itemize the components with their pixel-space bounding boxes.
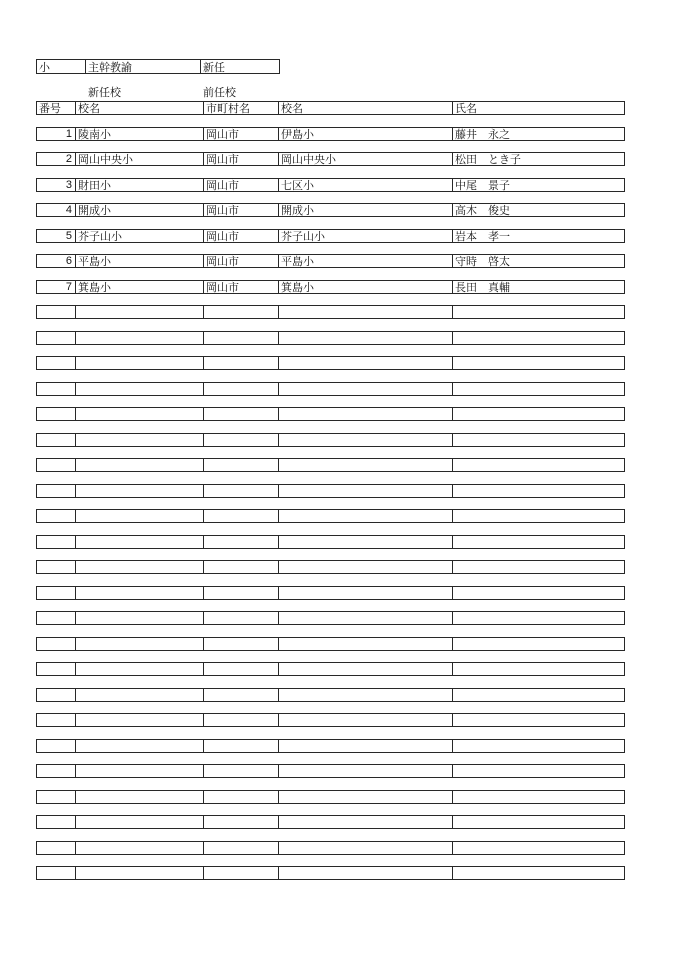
cell-name (452, 561, 624, 573)
cell-new_school: 平島小 (75, 255, 203, 267)
table-row-empty (36, 815, 625, 829)
cell-prev_school (278, 791, 452, 803)
cell-municipality (203, 332, 278, 344)
cell-new_school (75, 638, 203, 650)
cell-prev_school (278, 408, 452, 420)
table-row-empty (36, 484, 625, 498)
cell-no: 4 (65, 204, 72, 216)
cell-new_school (75, 867, 203, 879)
cell-prev_school (278, 842, 452, 854)
cell-no (37, 306, 75, 318)
cell-new_school: 箕島小 (75, 281, 203, 293)
cell-no (37, 612, 75, 624)
table-row (36, 280, 625, 294)
meta-position: 主幹教諭 (85, 60, 200, 73)
cell-new_school (75, 689, 203, 701)
cell-no: 5 (65, 229, 72, 242)
header-prev-school: 校名 (278, 102, 452, 114)
cell-municipality (203, 740, 278, 752)
table-row-empty (36, 790, 625, 804)
cell-new_school (75, 357, 203, 369)
cell-new_school (75, 510, 203, 522)
meta-school-level: 小 (39, 61, 50, 73)
cell-prev_school (278, 459, 452, 471)
cell-prev_school (278, 357, 452, 369)
cell-no (37, 408, 75, 420)
cell-no (37, 587, 75, 599)
cell-no: 3 (65, 178, 72, 191)
cell-municipality: 岡山市 (203, 204, 278, 216)
cell-prev_school: 箕島小 (278, 281, 452, 293)
cell-prev_school: 七区小 (278, 179, 452, 191)
cell-new_school: 陵南小 (75, 128, 203, 140)
cell-no: 6 (65, 255, 72, 267)
table-row-empty (36, 305, 625, 319)
cell-no (37, 561, 75, 573)
table-row-empty (36, 841, 625, 855)
cell-name: 高木 俊史 (452, 204, 624, 216)
cell-municipality (203, 434, 278, 446)
cell-name (452, 714, 624, 726)
cell-new_school (75, 816, 203, 828)
cell-prev_school: 岡山中央小 (278, 153, 452, 165)
cell-name (452, 816, 624, 828)
cell-no (37, 842, 75, 854)
cell-new_school: 岡山中央小 (75, 153, 203, 165)
cell-municipality (203, 357, 278, 369)
header-new-school: 校名 (75, 102, 203, 114)
cell-prev_school (278, 663, 452, 675)
cell-new_school (75, 714, 203, 726)
table-row (36, 178, 625, 192)
cell-prev_school (278, 714, 452, 726)
table-row-empty (36, 560, 625, 574)
cell-prev_school (278, 561, 452, 573)
cell-name (452, 408, 624, 420)
cell-prev_school (278, 867, 452, 879)
table-row-empty (36, 662, 625, 676)
cell-new_school (75, 663, 203, 675)
cell-no (37, 357, 75, 369)
cell-no (37, 663, 75, 675)
cell-name (452, 434, 624, 446)
table-row-empty (36, 356, 625, 370)
cell-no (37, 867, 75, 879)
header-name: 氏名 (452, 102, 624, 114)
cell-no (37, 459, 75, 471)
cell-name (452, 332, 624, 344)
meta-appointment-type: 新任 (200, 60, 279, 73)
cell-municipality (203, 638, 278, 650)
cell-no (37, 332, 75, 344)
table-row-empty (36, 611, 625, 625)
cell-new_school: 財田小 (75, 179, 203, 191)
table-row-empty (36, 458, 625, 472)
cell-prev_school (278, 587, 452, 599)
cell-name (452, 663, 624, 675)
cell-new_school (75, 740, 203, 752)
table-row-empty (36, 407, 625, 421)
table-row-empty (36, 637, 625, 651)
cell-new_school: 開成小 (75, 204, 203, 216)
cell-name (452, 357, 624, 369)
cell-name (452, 765, 624, 777)
cell-no (37, 510, 75, 522)
table-row-empty (36, 535, 625, 549)
cell-municipality (203, 536, 278, 548)
table-row-empty (36, 586, 625, 600)
cell-name (452, 791, 624, 803)
cell-name (452, 536, 624, 548)
cell-name (452, 459, 624, 471)
cell-municipality (203, 765, 278, 777)
table-row-empty (36, 764, 625, 778)
table-row-empty (36, 739, 625, 753)
cell-name (452, 689, 624, 701)
cell-name: 松田 とき子 (452, 153, 624, 165)
cell-no (37, 714, 75, 726)
cell-name (452, 842, 624, 854)
cell-prev_school (278, 510, 452, 522)
cell-name: 中尾 景子 (452, 179, 624, 191)
cell-name (452, 587, 624, 599)
table-row (36, 127, 625, 141)
cell-municipality (203, 663, 278, 675)
cell-prev_school (278, 306, 452, 318)
cell-name: 藤井 永之 (452, 128, 624, 140)
cell-new_school (75, 434, 203, 446)
table-row (36, 229, 625, 243)
cell-name: 長田 真輔 (452, 281, 624, 293)
cell-new_school (75, 791, 203, 803)
table-row-empty (36, 433, 625, 447)
cell-new_school (75, 408, 203, 420)
cell-municipality (203, 383, 278, 395)
cell-municipality (203, 791, 278, 803)
cell-prev_school: 伊島小 (278, 128, 452, 140)
cell-no: 2 (65, 153, 72, 165)
table-row (36, 152, 625, 166)
cell-no: 7 (65, 280, 72, 293)
table-row-empty (36, 331, 625, 345)
table-row-empty (36, 713, 625, 727)
cell-no (37, 740, 75, 752)
group-label-previous-school: 前任校 (203, 87, 236, 99)
cell-new_school (75, 306, 203, 318)
cell-prev_school (278, 536, 452, 548)
cell-municipality (203, 689, 278, 701)
cell-prev_school (278, 434, 452, 446)
group-label-new-school: 新任校 (88, 87, 121, 99)
cell-new_school: 芥子山小 (75, 230, 203, 242)
cell-new_school (75, 332, 203, 344)
cell-municipality (203, 867, 278, 879)
table-row-empty (36, 509, 625, 523)
cell-municipality: 岡山市 (203, 128, 278, 140)
table-row-empty (36, 688, 625, 702)
table-row (36, 254, 625, 268)
cell-prev_school (278, 383, 452, 395)
cell-municipality (203, 459, 278, 471)
cell-municipality: 岡山市 (203, 179, 278, 191)
cell-name (452, 485, 624, 497)
cell-municipality (203, 816, 278, 828)
cell-name (452, 740, 624, 752)
cell-no (37, 485, 75, 497)
cell-name (452, 612, 624, 624)
cell-municipality (203, 306, 278, 318)
cell-municipality (203, 842, 278, 854)
cell-new_school (75, 842, 203, 854)
cell-municipality (203, 510, 278, 522)
cell-no (37, 765, 75, 777)
table-row-empty (36, 866, 625, 880)
header-no: 番号 (39, 103, 61, 114)
cell-name (452, 867, 624, 879)
cell-no (37, 383, 75, 395)
column-header-row (36, 101, 625, 115)
cell-prev_school: 芥子山小 (278, 230, 452, 242)
cell-prev_school: 平島小 (278, 255, 452, 267)
cell-prev_school (278, 740, 452, 752)
cell-municipality (203, 561, 278, 573)
cell-no (37, 791, 75, 803)
cell-municipality (203, 408, 278, 420)
cell-prev_school (278, 612, 452, 624)
cell-new_school (75, 383, 203, 395)
cell-new_school (75, 587, 203, 599)
cell-name (452, 383, 624, 395)
cell-municipality: 岡山市 (203, 255, 278, 267)
cell-no (37, 434, 75, 446)
cell-municipality: 岡山市 (203, 281, 278, 293)
cell-no (37, 816, 75, 828)
cell-new_school (75, 485, 203, 497)
cell-municipality: 岡山市 (203, 230, 278, 242)
cell-municipality: 岡山市 (203, 153, 278, 165)
cell-municipality (203, 587, 278, 599)
cell-new_school (75, 561, 203, 573)
cell-name (452, 306, 624, 318)
table-row-empty (36, 382, 625, 396)
cell-new_school (75, 612, 203, 624)
cell-new_school (75, 459, 203, 471)
cell-prev_school (278, 638, 452, 650)
cell-name (452, 510, 624, 522)
cell-prev_school (278, 816, 452, 828)
cell-prev_school (278, 485, 452, 497)
table-row (36, 203, 625, 217)
cell-prev_school: 開成小 (278, 204, 452, 216)
cell-prev_school (278, 689, 452, 701)
cell-municipality (203, 485, 278, 497)
cell-no (37, 536, 75, 548)
cell-name (452, 638, 624, 650)
cell-name: 岩本 孝一 (452, 230, 624, 242)
header-municipality: 市町村名 (203, 102, 278, 114)
meta-table (36, 59, 280, 74)
cell-no: 1 (65, 127, 72, 140)
cell-new_school (75, 536, 203, 548)
cell-municipality (203, 612, 278, 624)
cell-prev_school (278, 332, 452, 344)
cell-new_school (75, 765, 203, 777)
cell-no (37, 638, 75, 650)
cell-prev_school (278, 765, 452, 777)
cell-municipality (203, 714, 278, 726)
cell-no (37, 689, 75, 701)
cell-name: 守時 啓太 (452, 255, 624, 267)
